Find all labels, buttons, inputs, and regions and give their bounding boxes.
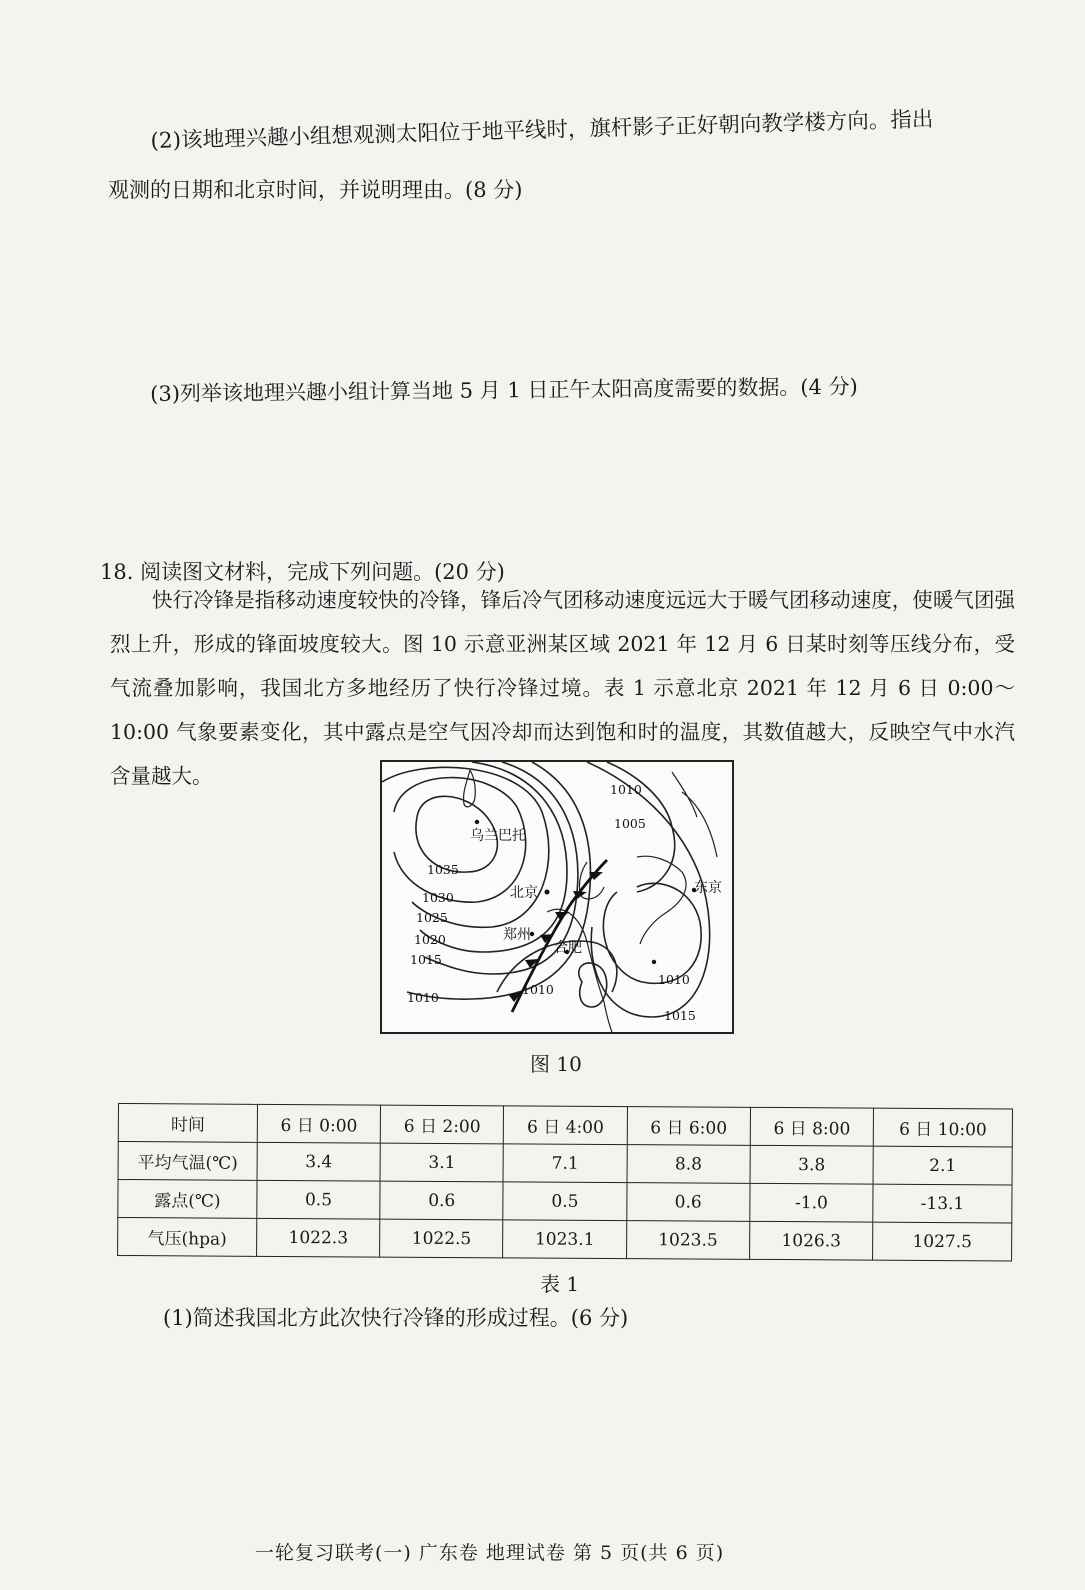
q17-part3: (3)列举该地理兴趣小组计算当地 5 月 1 日正午太阳高度需要的数据。(4 分) — [150, 374, 858, 406]
table-cell: 7.1 — [503, 1144, 626, 1183]
table-cell: 0.5 — [257, 1180, 380, 1219]
isobar-label: 1010 — [407, 990, 439, 1005]
isobar-map — [380, 760, 734, 1034]
table-cell: 1023.5 — [626, 1221, 749, 1260]
isobar-value-labels — [407, 782, 696, 1023]
isobar-small-low — [579, 963, 607, 1007]
table-cell: 0.5 — [503, 1182, 626, 1221]
table-cell: 2.1 — [873, 1146, 1012, 1185]
label-ulaanbaatar: 乌兰巴托 — [470, 828, 526, 844]
q18-paragraph-text: 快行冷锋是指移动速度较快的冷锋，锋后冷气团移动速度远远大于暖气团移动速度，使暖气团强烈上升，形成的锋面坡度较大。图 10 示意亚洲某区域 2021 年 12 月 6 日某时刻等压线分布，受气流叠加影响，我国北方多地经历了快行冷锋过境。表 1 示意北京 2021 年 12 月 6 日 0:00～10:00 气象要素变化，其中露点是空气因冷却而达到饱和时的温度，其数值越大，反映空气中水汽含量越大。 — [110, 588, 1015, 788]
isobar-label: 1030 — [422, 890, 454, 905]
table-cell: 0.6 — [380, 1181, 503, 1220]
low-center-dot — [652, 960, 656, 964]
label-hefei: 合肥 — [554, 940, 582, 956]
label-zhengzhou: 郑州 — [503, 927, 531, 943]
table-cell: -13.1 — [873, 1184, 1012, 1223]
isobar-label: 1035 — [427, 862, 459, 877]
table-cell: 平均气温(℃) — [118, 1142, 257, 1181]
table-cell: 8.8 — [627, 1145, 750, 1184]
table-cell: 露点(℃) — [118, 1180, 257, 1219]
coastline-north — [672, 772, 717, 857]
isobar-map-svg — [382, 762, 732, 1032]
label-beijing: 北京 — [510, 885, 538, 901]
table-cell: -1.0 — [750, 1183, 873, 1222]
table-cell: 3.8 — [750, 1145, 873, 1184]
coastline-japan — [637, 856, 686, 944]
table-cell: 气压(hpa) — [118, 1218, 257, 1257]
table-header-cell: 6 日 0:00 — [257, 1104, 380, 1143]
table-cell: 3.4 — [257, 1142, 380, 1181]
q18-title: 18. 阅读图文材料，完成下列问题。(20 分) — [100, 560, 505, 584]
isobar-1010e — [603, 883, 701, 983]
table-cell: 1026.3 — [749, 1221, 872, 1260]
city-dot-ulaanbaatar — [475, 820, 479, 824]
table-header-cell: 6 日 2:00 — [380, 1105, 503, 1144]
table-header-cell: 时间 — [118, 1104, 257, 1143]
table-header-cell: 6 日 6:00 — [627, 1107, 750, 1146]
isobar-label: 1010 — [610, 782, 642, 797]
table-cell: 1022.3 — [257, 1218, 380, 1257]
isobar-label: 1010 — [522, 982, 554, 997]
isobar-label: 1015 — [664, 1008, 696, 1023]
table-header-cell: 6 日 8:00 — [750, 1107, 873, 1146]
table-header-row — [118, 1104, 1012, 1147]
q17-part2-line1: (2)该地理兴趣小组想观测太阳位于地平线时，旗杆影子正好朝向教学楼方向。指出 — [150, 107, 934, 154]
city-dot-beijing — [545, 890, 550, 895]
label-tokyo: 东京 — [694, 880, 722, 896]
table-header-cell: 6 日 10:00 — [873, 1108, 1012, 1147]
isobar-label: 1010 — [658, 972, 690, 987]
table-row — [118, 1218, 1012, 1261]
page-footer: 一轮复习联考(一) 广东卷 地理试卷 第 5 页(共 6 页) — [255, 1542, 725, 1564]
isobar-label: 1025 — [416, 910, 448, 925]
table-cell: 1023.1 — [503, 1220, 626, 1259]
isobar-label: 1005 — [614, 816, 646, 831]
q18-part1: (1)简述我国北方此次快行冷锋的形成过程。(6 分) — [163, 1306, 629, 1330]
table-caption: 表 1 — [540, 1272, 580, 1296]
table-cell: 0.6 — [626, 1183, 749, 1222]
q17-part2-line2: 观测的日期和北京时间，并说明理由。(8 分) — [108, 178, 523, 202]
table-header-cell: 6 日 4:00 — [504, 1106, 627, 1145]
isobar-label: 1015 — [410, 952, 442, 967]
table-cell: 1027.5 — [873, 1222, 1012, 1261]
table-row — [118, 1180, 1012, 1223]
isobar-label: 1020 — [414, 932, 446, 947]
table-row — [118, 1142, 1012, 1185]
weather-table — [117, 1103, 1013, 1261]
table-cell: 1022.5 — [380, 1219, 503, 1258]
table-cell: 3.1 — [380, 1143, 503, 1182]
figure-caption: 图 10 — [530, 1052, 582, 1076]
